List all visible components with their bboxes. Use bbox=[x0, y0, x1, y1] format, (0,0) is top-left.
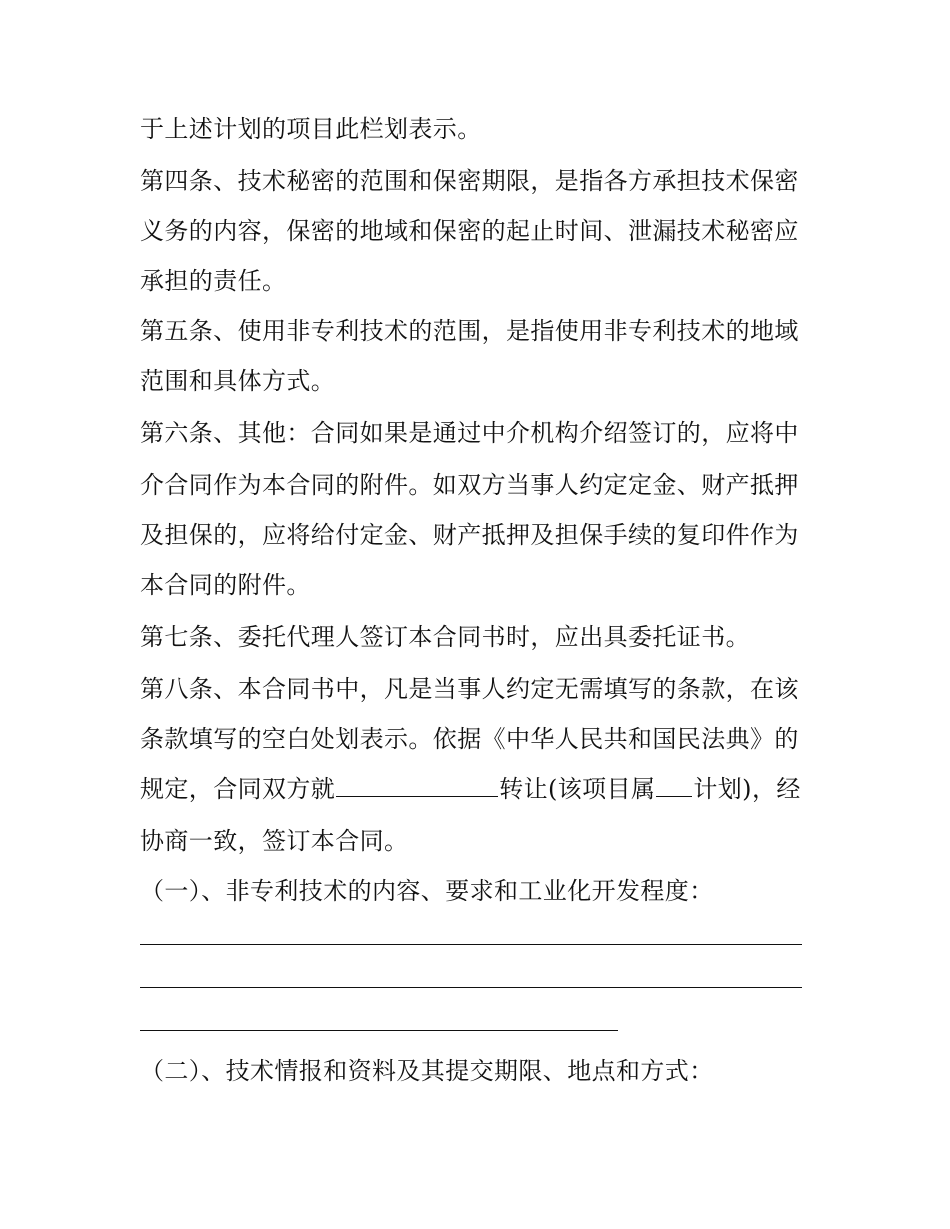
text-line: 范围和具体方式。 bbox=[140, 367, 336, 395]
plan-name-blank[interactable] bbox=[656, 774, 692, 797]
text-line: 于上述计划的项目此栏划表示。 bbox=[140, 115, 482, 143]
text-line: 第六条、其他：合同如果是通过中介机构介绍签订的，应将中 bbox=[140, 419, 799, 447]
text-line: 本合同的附件。 bbox=[140, 571, 311, 599]
text-line: 协商一致，签订本合同。 bbox=[140, 827, 409, 855]
fill-text-part3: 计划)，经 bbox=[693, 775, 801, 803]
text-line: 第五条、使用非专利技术的范围，是指使用非专利技术的地域 bbox=[140, 317, 799, 345]
blank-answer-line[interactable] bbox=[140, 944, 802, 945]
project-name-blank[interactable] bbox=[336, 774, 498, 797]
text-line: 第四条、技术秘密的范围和保密期限，是指各方承担技术保密 bbox=[140, 167, 799, 195]
fill-text-part2: 转让(该项目属 bbox=[499, 775, 656, 803]
text-line: 第七条、委托代理人签订本合同书时，应出具委托证书。 bbox=[140, 623, 750, 651]
blank-answer-line[interactable] bbox=[140, 1030, 618, 1031]
section-one-heading: （一）、非专利技术的内容、要求和工业化开发程度： bbox=[140, 877, 714, 905]
text-line: 承担的责任。 bbox=[140, 267, 287, 295]
text-line: 义务的内容，保密的地域和保密的起止时间、泄漏技术秘密应 bbox=[140, 217, 799, 245]
fill-in-line bbox=[140, 774, 820, 804]
blank-answer-line[interactable] bbox=[140, 987, 802, 988]
fill-text-part1: 规定，合同双方就 bbox=[140, 775, 336, 803]
text-line: 条款填写的空白处划表示。依据《中华人民共和国民法典》的 bbox=[140, 725, 799, 753]
text-line: 第八条、本合同书中，凡是当事人约定无需填写的条款，在该 bbox=[140, 675, 799, 703]
text-line: 及担保的，应将给付定金、财产抵押及担保手续的复印件作为 bbox=[140, 521, 799, 549]
section-two-heading: （二）、技术情报和资料及其提交期限、地点和方式： bbox=[140, 1057, 714, 1085]
text-line: 介合同作为本合同的附件。如双方当事人约定定金、财产抵押 bbox=[140, 471, 799, 499]
